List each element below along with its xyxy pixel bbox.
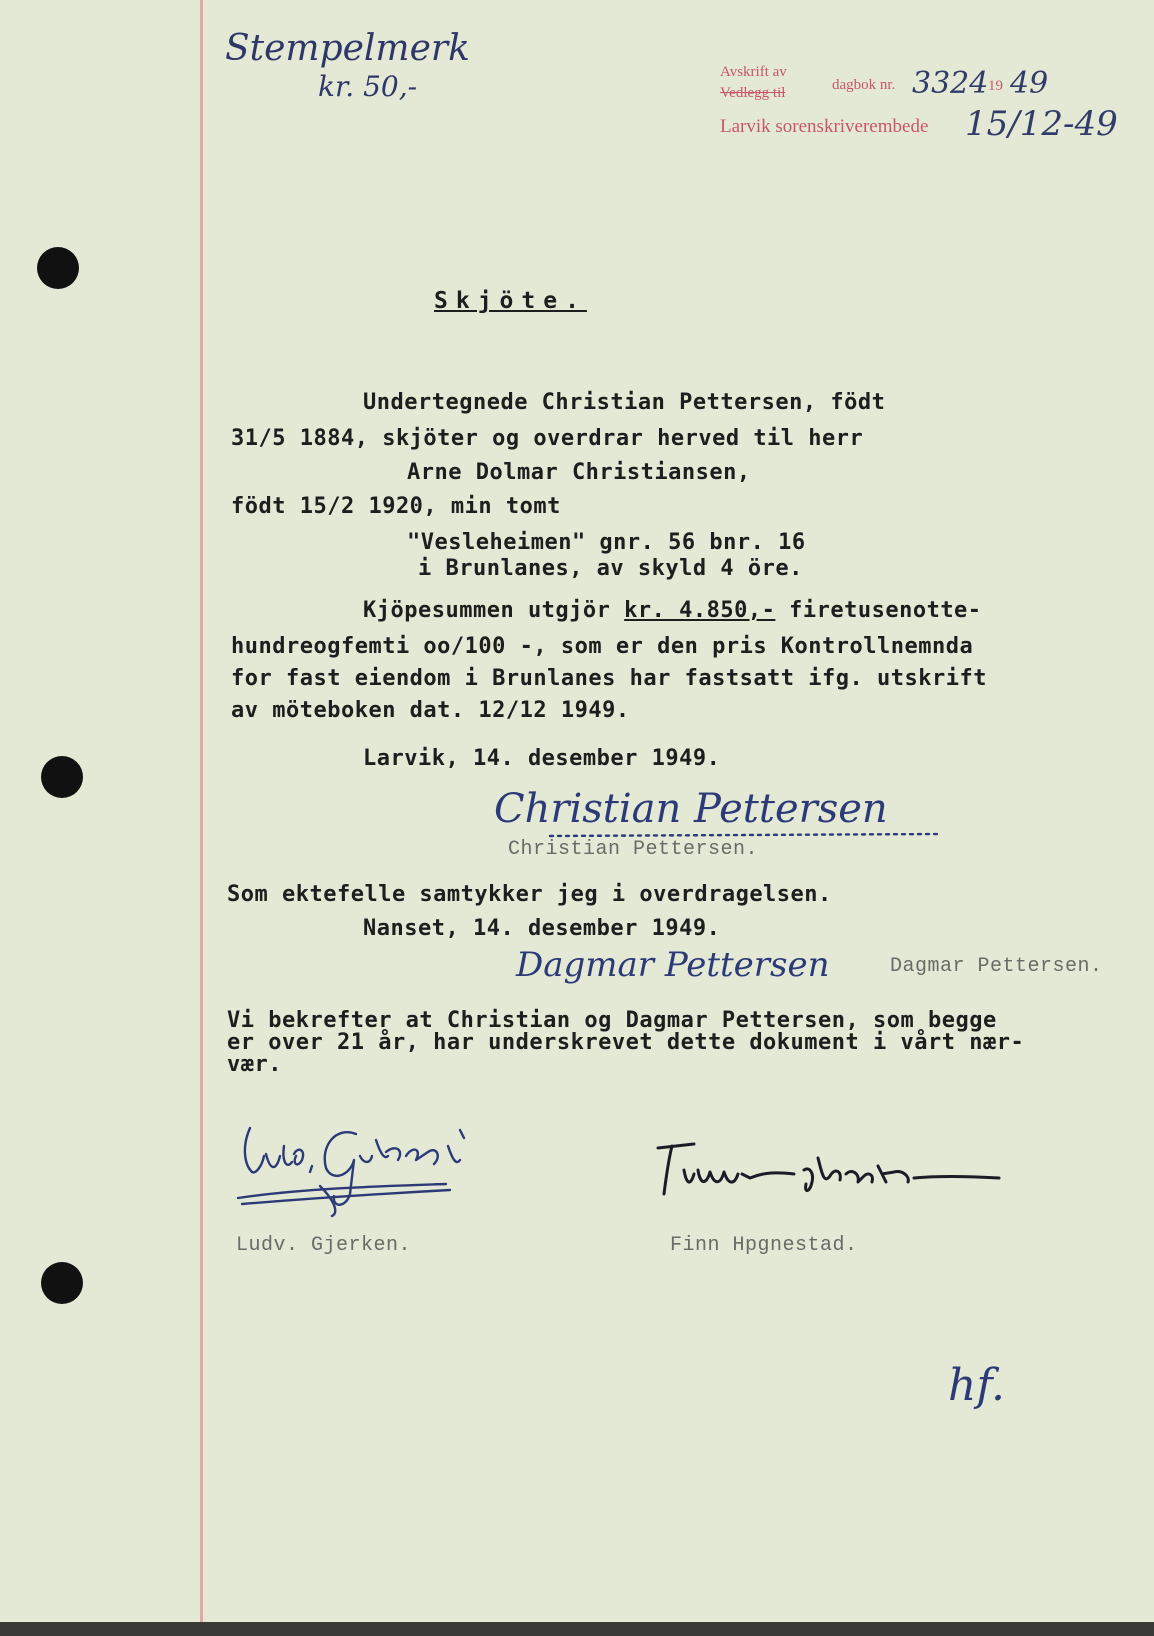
stamp-vedlegg: Vedlegg til [720, 85, 786, 101]
scan-edge [0, 1622, 1154, 1636]
price-amount: kr. 4.850,- [624, 598, 776, 623]
seller-typed-name: Christian Pettersen. [508, 838, 759, 861]
price-line-2: hundreogfemti oo/100 -, som er den pris Kontrollnemnda [231, 634, 974, 659]
witness2-signature [654, 1138, 1004, 1208]
spouse-consent: Som ektefelle samtykker jeg i overdragelsen. [227, 882, 832, 907]
place-date-nanset: Nanset, 14. desember 1949. [363, 916, 721, 941]
date-handwritten: 15/12-49 [965, 104, 1118, 144]
price-lead: Kjöpesummen utgjör [363, 598, 625, 623]
punch-hole-top [37, 247, 79, 289]
witness-line-2: er over 21 år, har underskrevet dette dokument i vårt nær- [227, 1030, 1025, 1055]
spouse-typed-name: Dagmar Pettersen. [890, 955, 1103, 978]
stamp-office: Larvik sorenskriverembede [720, 116, 929, 137]
deed-line-5: "Vesleheimen" gnr. 56 bnr. 16 [407, 530, 806, 555]
deed-line-6: i Brunlanes, av skyld 4 öre. [418, 556, 803, 581]
punch-hole-middle [41, 756, 83, 798]
clerk-initials: hf. [948, 1360, 1006, 1411]
seller-signature: Christian Pettersen [494, 786, 888, 832]
witness-line-3: vær. [227, 1052, 282, 1077]
stamp-dagbok: dagbok nr. [832, 77, 896, 93]
punch-hole-bottom [41, 1262, 83, 1304]
spouse-signature: Dagmar Pettersen [516, 945, 830, 985]
price-rest: firetusenotte- [775, 598, 982, 623]
deed-line-3: Arne Dolmar Christiansen, [407, 460, 751, 485]
price-line [363, 598, 982, 623]
deed-line-2: 31/5 1884, skjöter og overdrar herved til herr [231, 426, 864, 451]
stamp-year-prefix: 19 [988, 78, 1003, 94]
witness2-typed-name: Finn Hpgnestad. [670, 1234, 858, 1257]
price-line-4: av möteboken dat. 12/12 1949. [231, 698, 630, 723]
stamp-duty-note: Stempelmerk [225, 28, 470, 69]
place-date-larvik: Larvik, 14. desember 1949. [363, 746, 721, 771]
stamp-avskrift: Avskrift av [720, 64, 787, 80]
witness1-typed-name: Ludv. Gjerken. [236, 1234, 412, 1257]
witness-line-1: Vi bekrefter at Christian og Dagmar Pettersen, som begge [227, 1008, 997, 1033]
stamp-duty-amount: kr. 50,- [318, 70, 418, 103]
price-line-3: for fast eiendom i Brunlanes har fastsatt ifg. utskrift [231, 666, 987, 691]
witness1-signature [236, 1116, 496, 1216]
dagbok-number: 3324 [912, 66, 989, 101]
year-suffix: 49 [1010, 66, 1049, 101]
deed-line-4: födt 15/2 1920, min tomt [231, 494, 561, 519]
document-title: Skjöte. [434, 288, 587, 314]
margin-line [200, 0, 203, 1636]
deed-line-1: Undertegnede Christian Pettersen, födt [363, 390, 886, 415]
